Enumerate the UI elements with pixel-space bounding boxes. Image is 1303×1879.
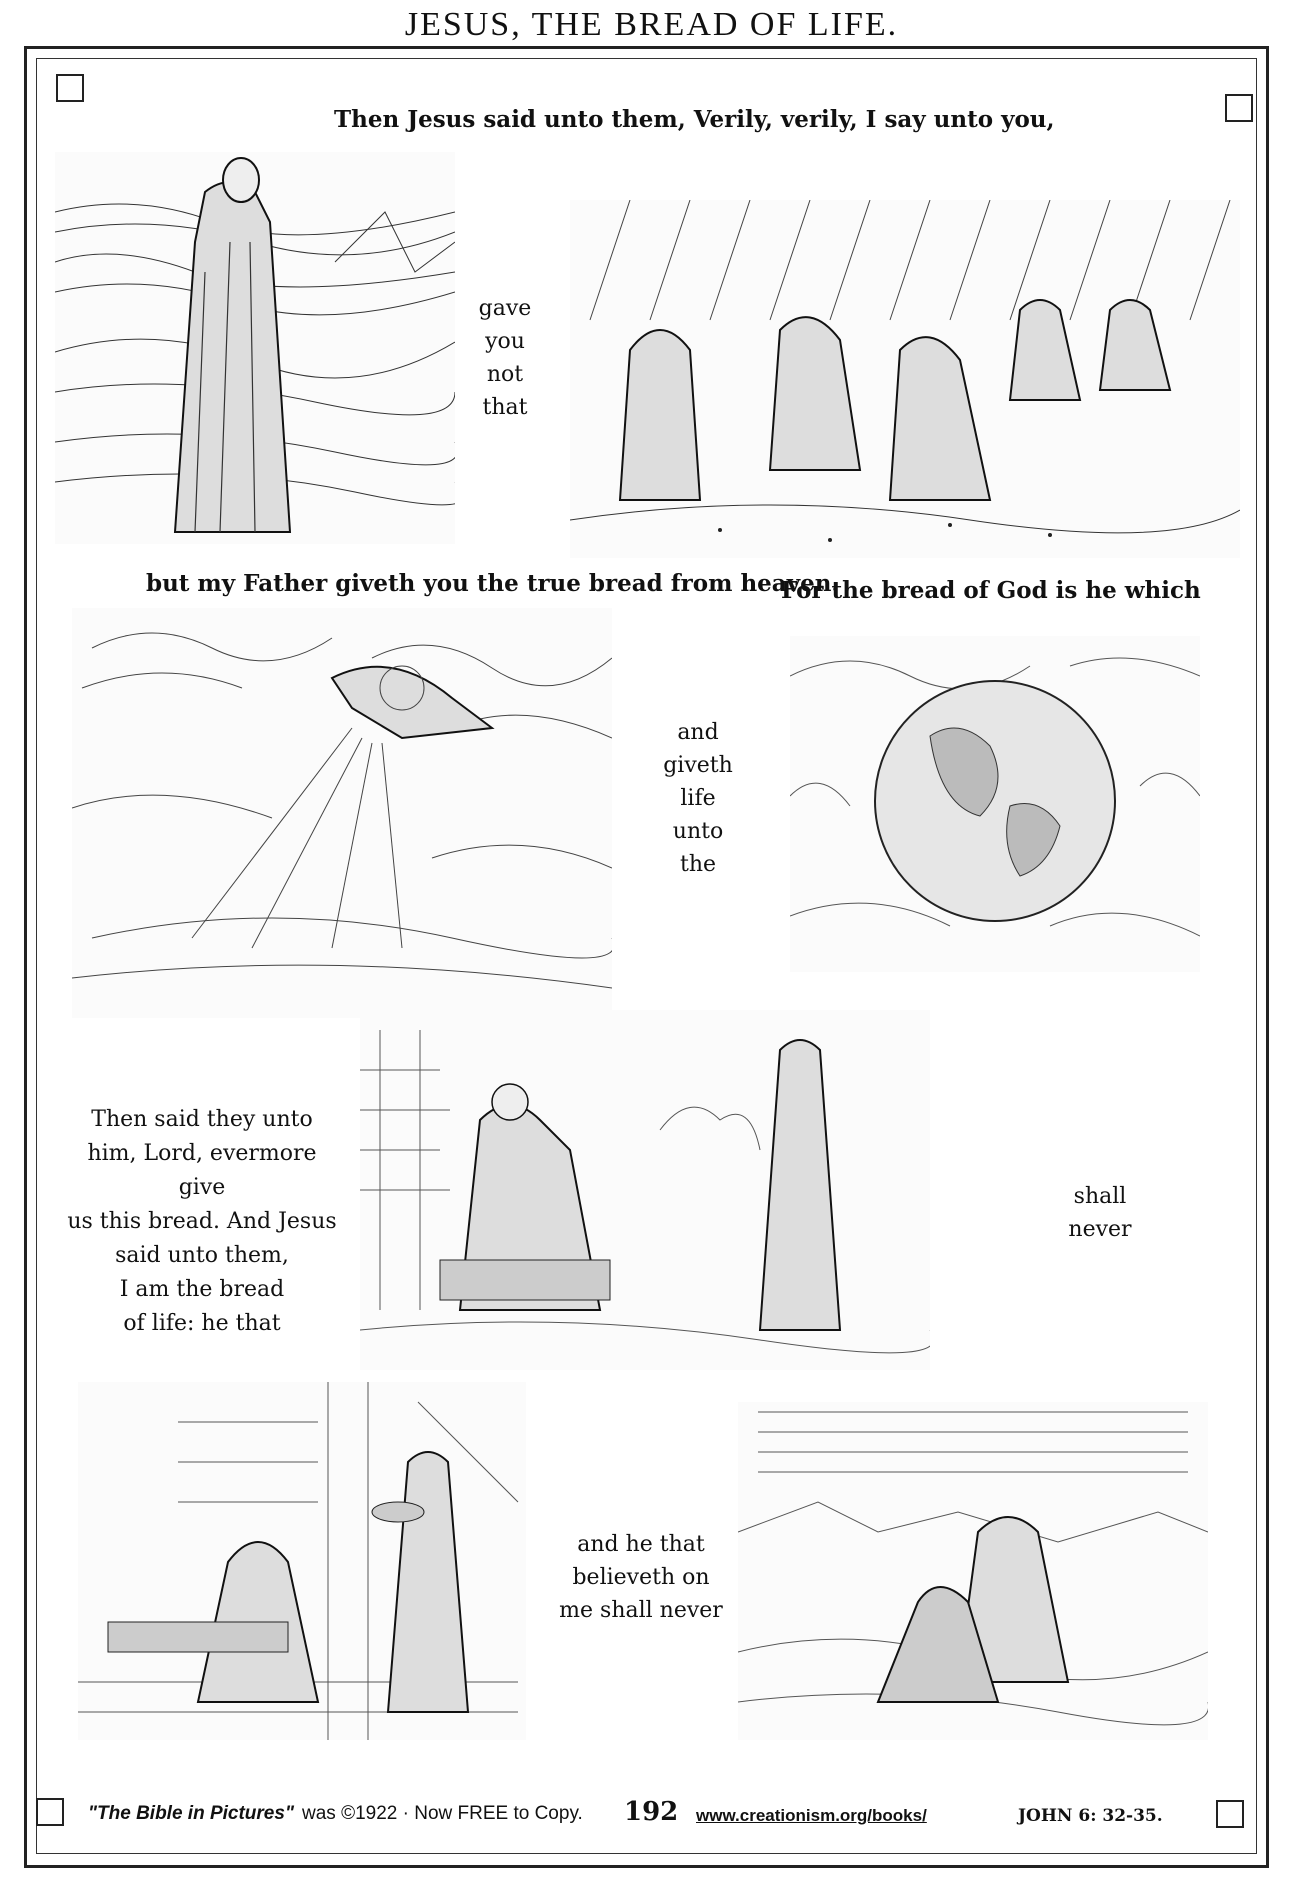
corner-ornament-bottom-left <box>36 1798 64 1826</box>
verse-word: the <box>679 852 717 877</box>
verse-word: gave <box>478 296 532 321</box>
website-link[interactable]: www.creationism.org/books/ <box>696 1806 927 1825</box>
corner-ornament-top-right <box>1225 94 1253 122</box>
verse-word: not <box>486 362 524 387</box>
christ-descending-illustration <box>72 608 612 1018</box>
verse-line: of life: he that <box>123 1311 281 1336</box>
verse-block-3 <box>62 1103 342 1341</box>
verse-line: I am the bread <box>119 1277 285 1302</box>
footer-credit: "The Bible in Pictures" <box>88 1803 294 1824</box>
verse-word: giveth <box>663 753 733 778</box>
footer-credit-rest: was ©1922 · Now FREE to Copy. <box>302 1803 583 1824</box>
verse-line: believeth on <box>572 1565 710 1590</box>
verse-word: life <box>680 786 716 811</box>
scripture-reference: JOHN 6: 32-35. <box>1018 1806 1163 1826</box>
verse-word: never <box>1068 1217 1132 1242</box>
verse-line-2a: but my Father giveth you the true bread from heaven. <box>146 570 840 597</box>
verse-word: you <box>485 329 525 354</box>
corner-ornament-top-left <box>56 74 84 102</box>
verse-word: that <box>482 395 528 420</box>
verse-line: and he that <box>577 1532 705 1557</box>
verse-line: Then said they unto <box>91 1107 313 1132</box>
corner-ornament-bottom-right <box>1216 1800 1244 1828</box>
christ-seated-illustration <box>360 1010 930 1370</box>
verse-line-1: Then Jesus said unto them, Verily, verily, I say unto you, <box>334 106 1055 133</box>
moses-praying-illustration <box>55 152 455 544</box>
world-globe-illustration <box>790 636 1200 972</box>
verse-column-2 <box>648 716 748 881</box>
page-number: 192 <box>624 1797 679 1827</box>
verse-word: shall <box>1073 1184 1127 1209</box>
verse-line-2b: For the bread of God is he which <box>781 577 1201 604</box>
verse-column-4 <box>546 1528 736 1627</box>
verse-line: me shall never <box>559 1598 723 1623</box>
verse-word: unto <box>672 819 724 844</box>
verse-line: us this bread. And Jesus <box>67 1209 337 1234</box>
verse-line: him, Lord, evermore give <box>87 1141 317 1200</box>
verse-word: and <box>677 720 719 745</box>
offering-bread-illustration <box>78 1382 526 1740</box>
page-title: JESUS, THE BREAD OF LIFE. <box>404 6 899 43</box>
gathering-manna-illustration <box>570 200 1240 558</box>
verse-column-1 <box>455 292 555 424</box>
verse-column-3 <box>1050 1180 1150 1246</box>
giving-water-illustration <box>738 1402 1208 1740</box>
verse-line: said unto them, <box>115 1243 289 1268</box>
